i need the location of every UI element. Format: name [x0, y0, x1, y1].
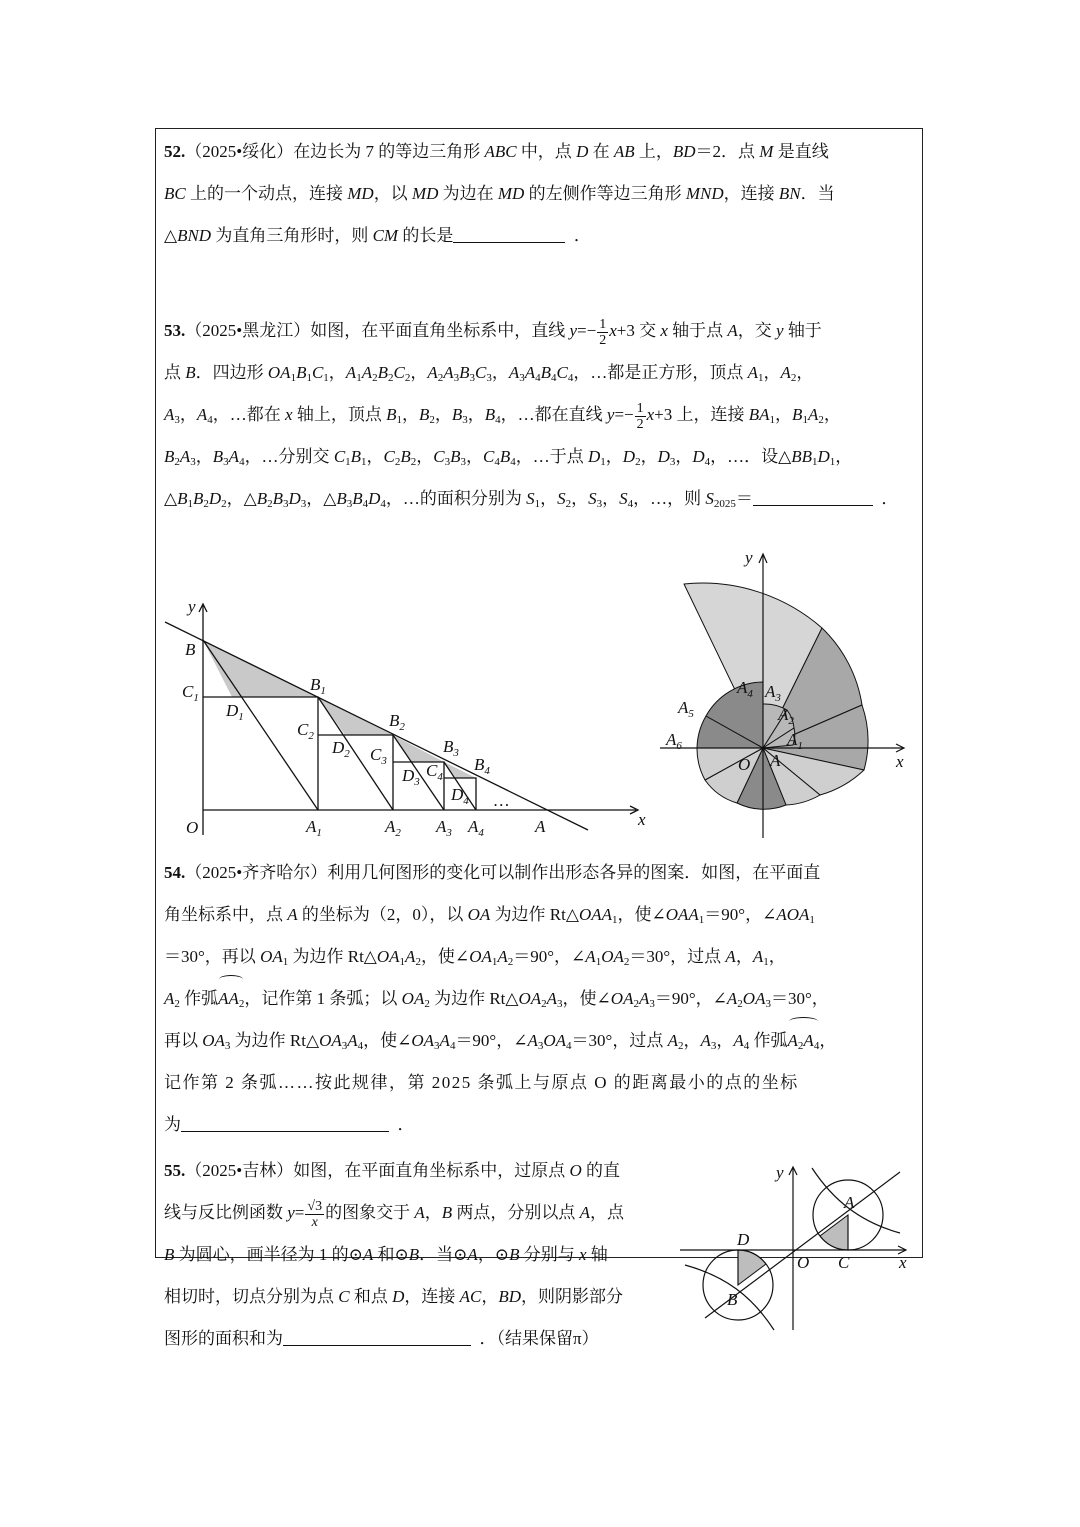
- question-54: 54.（2025•齐齐哈尔）利用几何图形的变化可以制作出形态各异的图案．如图，在平面直 角坐标系中，点 A 的坐标为（2，0），以 OA 为边作 $Rt\triangle OAA_1$，使$\angle OAA_1=90^\circ$，$\angle AOA_1$ ＝30°，再以 $OA_1$ 为边作 $Rt\triangle OA_1A_2$，使$\angle OA_1A_2=90^\circ$，$\angle A_1OA_2=30^\circ$，过点 A，$A_1$， $A_2$ 作弧$AA_2$，记作第 1 条弧；以 $OA_2$ 为边作 $Rt\triangle OA_2A_3$，使$\angle OA_2A_3=90^\circ$，$\angle A_2OA_3=30^\circ$， 再以 $OA_3$ 为边作 $Rt\triangle OA_3A_4$，使$\angle OA_3A_4=90^\circ$，$\angle A_3OA_4=30^\circ$，过点 $A_2$，$A_3$，$A_4$ 作弧$A_2A_4$， 记作第 2 条弧……按此规律，第 2025 条弧上与原点 O 的距离最小的点的坐标 为 ．: [164, 863, 837, 1134]
- fig53-label: $C_2$: [297, 720, 314, 742]
- fig53-label: $C_4$: [426, 761, 443, 783]
- question-number: 55.: [164, 1161, 186, 1180]
- fig55-label: x: [899, 1253, 907, 1272]
- fig54-label: $A_1$: [787, 730, 803, 752]
- arc-symbol: $AA_2$: [218, 978, 244, 1020]
- fig53-label: $A_2$: [385, 817, 401, 839]
- fig53-label: x: [638, 810, 646, 829]
- fig55-label: O: [797, 1253, 810, 1272]
- fig53-label: $C_3$: [370, 745, 387, 767]
- fig55-label: B: [727, 1290, 738, 1309]
- fig54-label: x: [896, 752, 904, 771]
- question-55: 55.（2025•吉林）如图，在平面直角坐标系中，过原点 O 的直 线与反比例函数 y= $\frac{√3}{x}$的图象交于 A，B 两点，分别以点 A，点 B 为圆心，画半径为 1 的⊙A 和⊙B．当⊙A，⊙B 分别与 x 轴 相切时，切点分别为点 C 和点 D，连接 AC，BD，则阴影部分 图形的面积和为 ．（结果保留π）: [164, 1161, 624, 1348]
- arc-symbol: $A_2A_4$: [788, 1020, 820, 1062]
- fig55-label: D: [737, 1230, 750, 1249]
- answer-blank[interactable]: [453, 222, 565, 243]
- figure-53-squares: [160, 595, 660, 845]
- question-source: （2025•吉林）: [185, 1161, 294, 1180]
- question-number: 52.: [164, 142, 186, 161]
- fig54-label: $A_6$: [666, 730, 682, 752]
- question-source: （2025•黑龙江）: [185, 321, 311, 340]
- question-number: 54.: [164, 863, 186, 882]
- answer-blank[interactable]: [753, 485, 873, 506]
- fig55-label: C: [838, 1253, 850, 1272]
- answer-blank[interactable]: [181, 1111, 389, 1132]
- fig53-label: $B_1$: [310, 675, 326, 697]
- fig53-label: A: [535, 817, 546, 836]
- question-52: 52.（2025•绥化）在边长为 7 的等边三角形 ABC 中，点 D 在 AB 上，BD＝2．点 M 是直线 BC 上的一个动点，连接 MD，以 MD 为边在 MD 的左侧作等边三角形 MND，连接 BN．当 △BND 为直角三角形时，则 CM 的长是 ．: [164, 142, 835, 245]
- fig53-label: $B_2$: [389, 711, 405, 733]
- fig53-label: $A_4$: [468, 817, 484, 839]
- fig54-label: O: [738, 755, 751, 774]
- fig53-label: $C_1$: [182, 682, 199, 704]
- fig53-label: $D_4$: [451, 785, 469, 807]
- fig54-label: A: [770, 751, 781, 770]
- fig54-label: $A_5$: [678, 698, 694, 720]
- fig53-label: $D_1$: [226, 701, 244, 723]
- fig54-label: $A_4$: [737, 678, 753, 700]
- answer-blank[interactable]: [283, 1325, 471, 1346]
- question-source: （2025•齐齐哈尔）: [185, 863, 328, 882]
- fig53-label: $A_3$: [436, 817, 452, 839]
- fig54-label: $A_3$: [765, 682, 781, 704]
- fig53-label: O: [186, 818, 199, 837]
- fig53-label: y: [188, 597, 196, 616]
- fig53-label: $D_3$: [402, 766, 420, 788]
- question-53: 53.（2025•黑龙江）如图，在平面直角坐标系中，直线 y=− $\frac{1}{2}$ x+3 交 x 轴于点 A，交 y 轴于 点 B．四边形 $OA_1B_1C_1$，$A_1A_2B_2C_2$，$A_2A_3B_3C_3$，$A_3A_4B_4C_4$，…都是正方形，顶点 $A_1$，$A_2$， $A_3$，$A_4$，…都在 x 轴上，顶点 $B_1$，$B_2$，$B_3$，$B_4$，…都在直线 y=− $\frac{1}{2}$ x+3 上，连接 $BA_1$，$B_1A_2$， $B_2A_3$，$B_3A_4$，…分别交 $C_1B_1$，$C_2B_2$，$C_3B_3$，$C_4B_4$，…于点 $D_1$，$D_2$，$D_3$，$D_4$，…．设$\triangle BB_1D_1$， $\triangle B_1B_2D_2$，$\triangle B_2B_3D_3$，$\triangle B_3B_4D_4$，…的面积分别为 $S_1$，$S_2$，$S_3$，$S_4$，…，则 $S_{2025}=$ ．: [164, 316, 899, 510]
- fig54-label: y: [745, 548, 753, 567]
- figure-54-spiral: [660, 545, 920, 845]
- fig55-label: A: [844, 1193, 855, 1212]
- question-number: 53.: [164, 321, 186, 340]
- fraction: $\frac{√3}{x}$: [307, 1198, 323, 1230]
- fig55-label: y: [776, 1163, 784, 1182]
- fig53-label: $D_2$: [332, 738, 350, 760]
- fig54-label: $A_2$: [778, 705, 794, 727]
- fig53-label: $B_3$: [443, 737, 459, 759]
- fig53-label: B: [185, 640, 196, 659]
- fig53-label: $A_1$: [306, 817, 322, 839]
- figure-55-circles: [675, 1158, 915, 1333]
- fraction: $\frac{1}{2}$: [599, 316, 607, 348]
- fig53-label: …: [494, 791, 510, 810]
- question-source: （2025•绥化）: [185, 142, 294, 161]
- fig53-label: $B_4$: [474, 755, 490, 777]
